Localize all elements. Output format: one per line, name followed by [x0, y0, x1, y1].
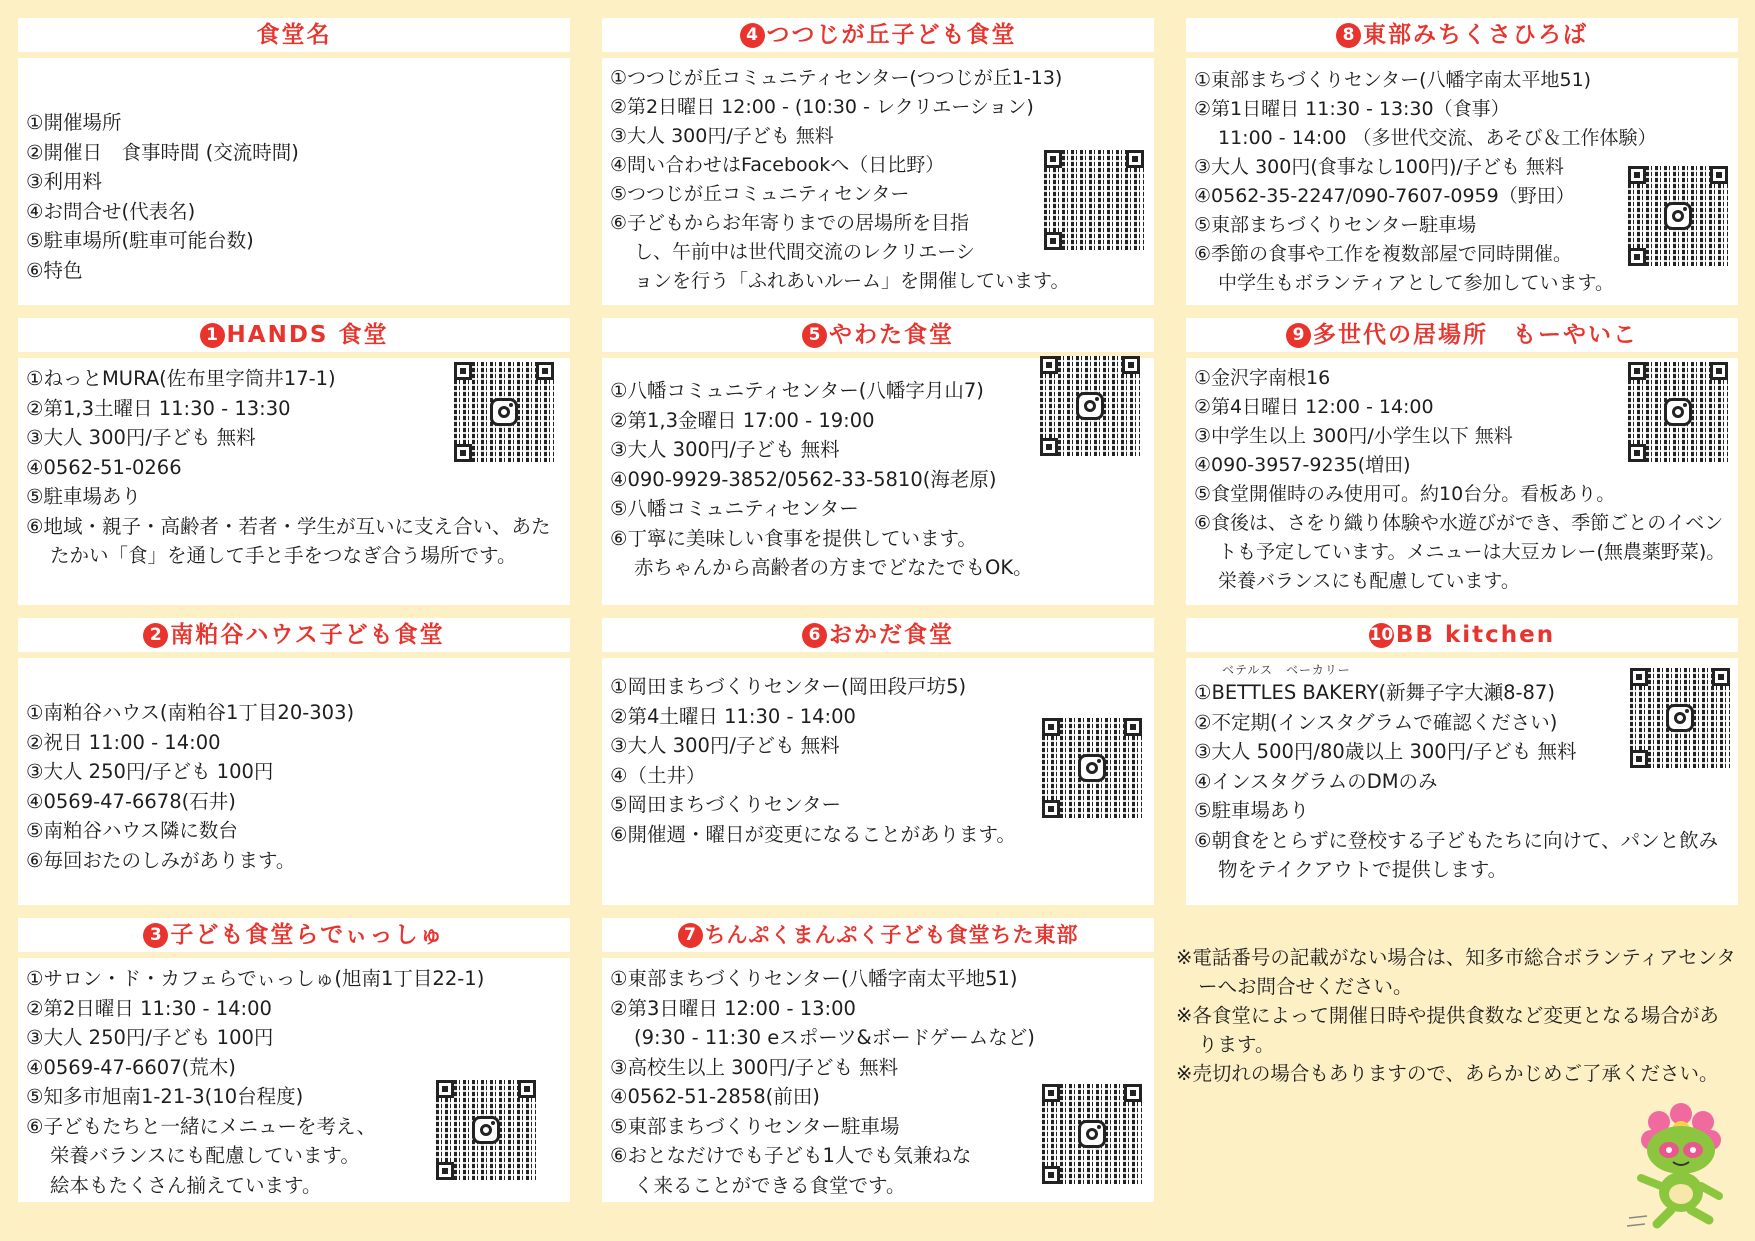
legend-card [18, 18, 570, 305]
info-line: 栄養バランスにも配慮しています。 [50, 1144, 360, 1167]
legend-line: ④お問合せ(代表名) [26, 199, 196, 223]
info-line: ⑥季節の食事や工作を複数部屋で同時開催。 [1194, 243, 1573, 265]
info-line: ③大人 300円/子ども 無料 [610, 125, 834, 147]
cafeteria-title [1186, 618, 1738, 652]
info-line: ④0569-47-6607(荒木) [26, 1055, 236, 1079]
info-line: ⑥地域・親子・高齢者・若者・学生が互いに支え合い、あたたかい「食」を通して手と手をつなぎ合う場所です。 [26, 514, 551, 567]
info-line: ⑤東部まちづくりセンター駐車場 [1194, 214, 1477, 236]
cafeteria-number: 1 [200, 323, 225, 348]
info-line: ③大人 500円/80歳以上 300円/子ども 無料 [1194, 740, 1577, 763]
note-line: ※電話番号の記載がない場合は、知多市総合ボランティアセンターへお問合せください。 [1176, 946, 1736, 998]
cafeteria-name: 多世代の居場所 もーやいこ [1313, 322, 1638, 348]
cafeteria-card-3 [18, 918, 570, 1202]
instagram-icon [1664, 202, 1692, 230]
info-line: 赤ちゃんから高齢者の方までどなたでもOK。 [634, 556, 1033, 579]
info-line: ①東部まちづくりセンター(八幡字南太平地51) [610, 967, 1018, 990]
legend-line: ①開催場所 [26, 111, 122, 134]
cafeteria-title [18, 918, 570, 952]
cafeteria-card-5 [602, 318, 1154, 605]
notes [1176, 943, 1736, 1088]
info-line: ⑥子どもたちと一緒にメニューを考え、 [26, 1114, 377, 1138]
info-line: ⑥開催週・曜日が変更になることがあります。 [610, 822, 1016, 846]
info-line: ②第3日曜日 12:00 - 13:00 [610, 996, 856, 1020]
info-line: ①東部まちづくりセンター(八幡字南太平地51) [1194, 69, 1592, 91]
instagram-qr-code[interactable] [454, 362, 554, 462]
info-line: ⑤南粕谷ハウス隣に数台 [26, 819, 238, 842]
info-line: ⑤八幡コミュニティセンター [610, 497, 859, 520]
cafeteria-name: BB kitchen [1395, 622, 1556, 648]
cafeteria-card-4 [602, 18, 1154, 305]
cafeteria-name: つつじが丘子ども食堂 [766, 22, 1017, 48]
cafeteria-title [602, 318, 1154, 352]
info-line: ⑥丁寧に美味しい食事を提供しています。 [610, 526, 977, 550]
cafeteria-card-6 [602, 618, 1154, 905]
info-line: ②不定期(インスタグラムで確認ください) [1194, 710, 1558, 734]
instagram-qr-code[interactable] [1042, 1084, 1142, 1184]
legend-line: ②開催日 食事時間 (交流時間) [26, 140, 299, 164]
cafeteria-name: おかだ食堂 [829, 622, 954, 648]
note-line: ※各食堂によって開催日時や提供食数など変更となる場合があります。 [1176, 1004, 1719, 1056]
info-line: ③大人 300円/子ども 無料 [610, 734, 840, 757]
info-line: ①つつじが丘コミュニティセンター(つつじが丘1-13) [610, 67, 1063, 89]
info-line: ⑤東部まちづくりセンター駐車場 [610, 1114, 900, 1138]
cafeteria-title [602, 618, 1154, 652]
info-line: ①岡田まちづくりセンター(岡田段戸坊5) [610, 675, 967, 698]
cafeteria-number: 4 [740, 23, 765, 48]
cafeteria-name: 南粕谷ハウス子ども食堂 [170, 622, 445, 648]
info-line: 絵本もたくさん揃えています。 [50, 1173, 322, 1197]
cafeteria-card-2 [18, 618, 570, 905]
info-line: ④0562-51-0266 [26, 455, 182, 479]
instagram-icon [472, 1116, 500, 1144]
instagram-icon [1078, 1120, 1106, 1148]
instagram-icon [1664, 398, 1692, 426]
info-line: ⑥朝食をとらずに登校する子どもたちに向けて、パンと飲み物をテイクアウトで提供します。 [1194, 828, 1719, 881]
instagram-qr-code[interactable] [1040, 356, 1140, 456]
info-line: 中学生もボランティアとして参加しています。 [1218, 272, 1614, 294]
cafeteria-title [18, 318, 570, 352]
cafeteria-title [1186, 318, 1738, 352]
info-line: ①サロン・ド・カフェらでぃっしゅ(旭南1丁目22-1) [26, 967, 485, 990]
info-line: ④問い合わせはFacebookへ（日比野） [610, 154, 945, 176]
info-line: ③大人 250円/子ども 100円 [26, 760, 274, 783]
info-line: ②第2日曜日 11:30 - 14:00 [26, 996, 272, 1020]
instagram-icon [1666, 704, 1694, 732]
info-line: ①ねっとMURA(佐布里字筒井17-1) [26, 367, 336, 390]
info-line: ③大人 300円/子ども 無料 [610, 438, 840, 461]
info-line: ③大人 300円(食事なし100円)/子ども 無料 [1194, 156, 1564, 178]
info-line: ②第4土曜日 11:30 - 14:00 [610, 704, 856, 728]
ruby-reading: ベテルス ベーカリー [1222, 663, 1351, 677]
info-line: (9:30 - 11:30 eスポーツ&ボードゲームなど) [634, 1026, 1035, 1049]
instagram-qr-code[interactable] [436, 1080, 536, 1180]
info-line: ⑤駐車場あり [1194, 799, 1309, 822]
info-line: ④0562-35-2247/090-7607-0959（野田） [1194, 185, 1575, 207]
info-line: ⑤駐車場あり [26, 485, 141, 508]
info-line: ⑤知多市旭南1-21-3(10台程度) [26, 1085, 304, 1108]
cafeteria-number: 9 [1286, 323, 1311, 348]
info-line: ④0569-47-6678(石井) [26, 789, 236, 813]
cafeteria-number: 10 [1369, 623, 1394, 648]
info-line: ⑤つつじが丘コミュニティセンター [610, 183, 910, 205]
info-line: ③大人 250円/子ども 100円 [26, 1026, 274, 1049]
info-line: ョンを行う「ふれあいルーム」を開催しています。 [634, 270, 1070, 292]
cafeteria-name: HANDS 食堂 [226, 322, 389, 348]
info-line: ②第4日曜日 12:00 - 14:00 [1194, 396, 1434, 418]
cafeteria-title [602, 918, 1154, 952]
cafeteria-card-7 [602, 918, 1154, 1202]
cafeteria-title [602, 18, 1154, 52]
info-line: ⑥おとなだけでも子ども1人でも気兼ねな [610, 1144, 972, 1167]
instagram-qr-code[interactable] [1628, 166, 1728, 266]
instagram-icon [1076, 392, 1104, 420]
info-line: ⑥子どもからお年寄りまでの居場所を目指 [610, 212, 970, 234]
info-line: ④090-3957-9235(増田) [1194, 454, 1411, 476]
info-line: ⑤岡田まちづくりセンター [610, 793, 842, 816]
legend-line: ⑥特色 [26, 258, 83, 282]
cafeteria-name: やわた食堂 [829, 322, 954, 348]
cafeteria-number: 7 [678, 923, 703, 948]
info-line: ④（土井） [610, 763, 706, 787]
info-line: く来ることができる食堂です。 [634, 1173, 906, 1197]
cafeteria-number: 6 [802, 623, 827, 648]
info-line: ②第1,3金曜日 17:00 - 19:00 [610, 408, 875, 432]
info-line: ③高校生以上 300円/子ども 無料 [610, 1055, 899, 1079]
cafeteria-card-1 [18, 318, 570, 605]
instagram-qr-code[interactable] [1630, 668, 1730, 768]
info-line: ③中学生以上 300円/小学生以下 無料 [1194, 425, 1513, 447]
cafeteria-card-9 [1186, 318, 1738, 605]
info-line: ①八幡コミュニティセンター(八幡字月山7) [610, 379, 984, 402]
info-line: ⑤食堂開催時のみ使用可。約10台分。看板あり。 [1194, 483, 1616, 505]
cafeteria-title [1186, 18, 1738, 52]
cafeteria-name: 東部みちくさひろば [1363, 22, 1588, 48]
info-line: ②第1,3土曜日 11:30 - 13:30 [26, 396, 291, 420]
info-line: ②第2日曜日 12:00 - (10:30 - レクリエーション) [610, 96, 1034, 118]
info-line: ①南粕谷ハウス(南粕谷1丁目20-303) [26, 701, 355, 724]
facebook-qr-code[interactable] [1044, 150, 1144, 250]
info-line: ①BETTLES BAKERY(新舞子字大瀬8-87) [1194, 681, 1555, 704]
info-line: ①金沢字南根16 [1194, 367, 1331, 389]
cafeteria-number: 5 [802, 323, 827, 348]
instagram-qr-code[interactable] [1042, 718, 1142, 818]
cafeteria-card-8 [1186, 18, 1738, 305]
cafeteria-number: 8 [1336, 23, 1361, 48]
info-line: 11:00 - 14:00 （多世代交流、あそび＆工作体験） [1218, 127, 1657, 149]
info-line: ⑥毎回おたのしみがあります。 [26, 848, 296, 872]
info-line: ④0562-51-2858(前田) [610, 1085, 820, 1108]
info-line: ④インスタグラムのDMのみ [1194, 769, 1438, 793]
instagram-qr-code[interactable] [1628, 362, 1728, 462]
info-line: ③大人 300円/子ども 無料 [26, 426, 256, 449]
cafeteria-name: 子ども食堂らでぃっしゅ [170, 922, 445, 948]
legend-line: ③利用料 [26, 170, 102, 193]
info-line: ②祝日 11:00 - 14:00 [26, 730, 221, 754]
info-line: ⑥食後は、さをり織り体験や水遊びができ、季節ごとのイベントも予定しています。メニューは大豆カレー(無農薬野菜)。栄養バランスにも配慮しています。 [1194, 512, 1726, 592]
note-line: ※売切れの場合もありますので、あらかじめご了承ください。 [1176, 1062, 1719, 1085]
cafeteria-title [18, 618, 570, 652]
cafeteria-number: 2 [143, 623, 168, 648]
legend-title: 食堂名 [18, 18, 570, 52]
legend-line: ⑤駐車場所(駐車可能台数) [26, 229, 254, 252]
cafeteria-card-10 [1186, 618, 1738, 905]
info-line: ②第1日曜日 11:30 - 13:30（食事） [1194, 98, 1510, 120]
instagram-icon [1078, 754, 1106, 782]
mascot-illustration [1625, 1100, 1737, 1230]
info-line: し、午前中は世代間交流のレクリエーシ [634, 241, 975, 263]
cafeteria-name: ちんぷくまんぷく子ども食堂ちた東部 [704, 923, 1079, 947]
info-line: ④090-9929-3852/0562-33-5810(海老原) [610, 467, 997, 491]
instagram-icon [490, 398, 518, 426]
cafeteria-number: 3 [143, 923, 168, 948]
